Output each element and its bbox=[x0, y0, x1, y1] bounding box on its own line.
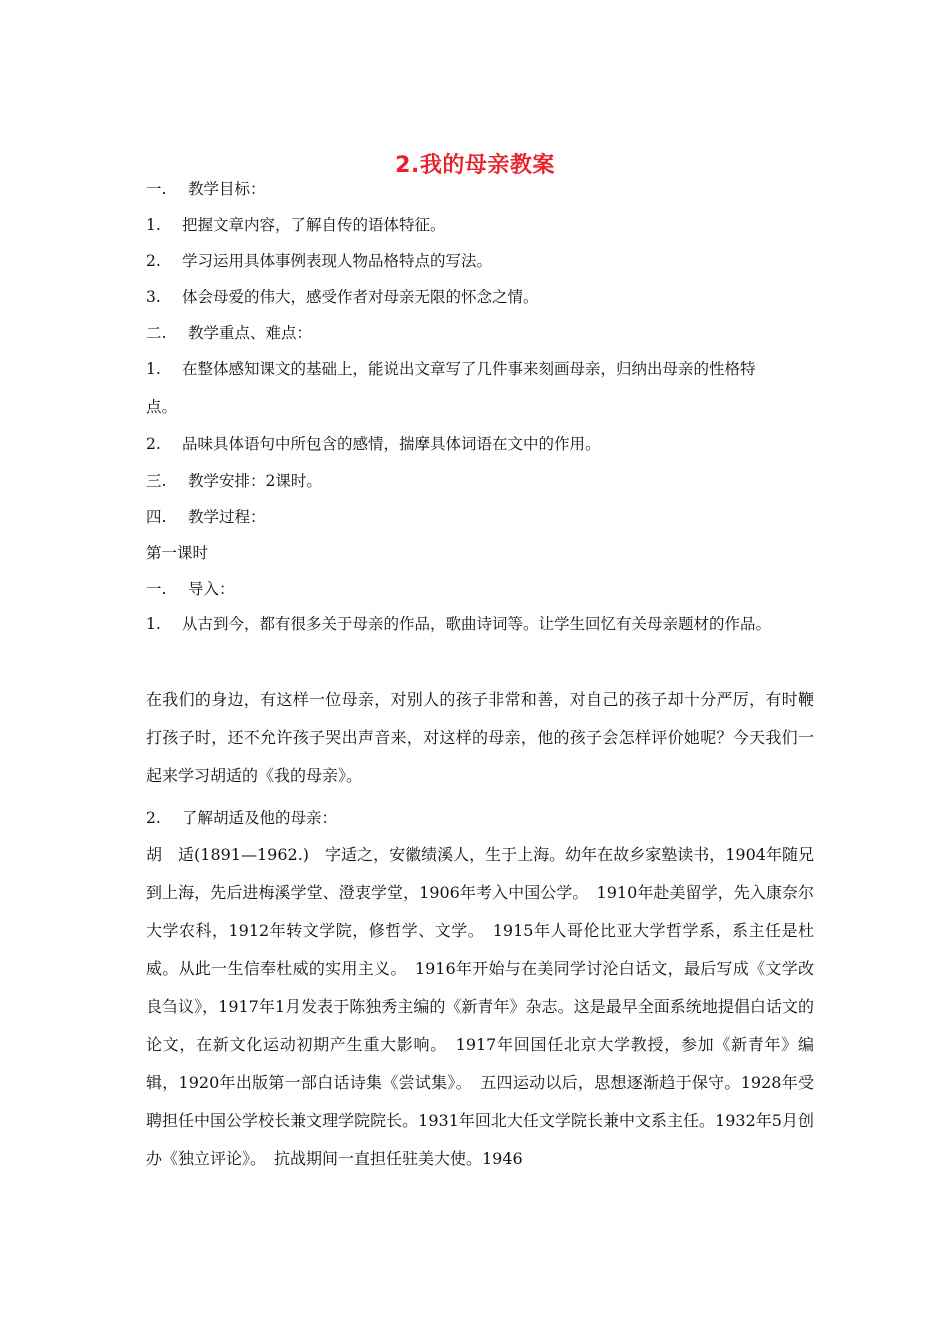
item-number: 1. bbox=[146, 360, 161, 378]
section-marker: 一. bbox=[146, 180, 167, 198]
document-title: 2.我的母亲教案 bbox=[395, 153, 555, 178]
intro-paragraph: 在我们的身边，有这样一位母亲，对别人的孩子非常和善，对自己的孩子却十分严厉，有时鞭打孩子时，还不允许孩子哭出声音来，对这样的母亲，他的孩子会怎样评价她呢？今天我们一起来学习胡适的《我的母亲》。 bbox=[146, 690, 814, 785]
item-number: 1. bbox=[146, 216, 161, 234]
section-keypoints-heading bbox=[146, 323, 312, 343]
list-item bbox=[146, 287, 539, 307]
item-text: 从古到今，都有很多关于母亲的作品，歌曲诗词等。让学生回忆有关母亲题材的作品。 bbox=[182, 615, 772, 633]
list-item bbox=[146, 251, 492, 271]
item-text: 品味具体语句中所包含的感情，揣摩具体词语在文中的作用。 bbox=[182, 435, 601, 453]
list-item bbox=[146, 215, 446, 235]
item-number: 3. bbox=[146, 288, 161, 306]
item-text: 把握文章内容，了解自传的语体特征。 bbox=[182, 216, 446, 234]
section-heading: 教学过程： bbox=[188, 508, 266, 526]
item-text: 学习运用具体事例表现人物品格特点的写法。 bbox=[182, 252, 493, 270]
item-number: 1. bbox=[146, 615, 161, 633]
section-heading: 教学重点、难点： bbox=[188, 324, 313, 342]
section-goals-heading bbox=[146, 179, 266, 199]
lesson-label: 第一课时 bbox=[146, 544, 209, 562]
item-text: 在整体感知课文的基础上，能说出文章写了几件事来刻画母亲，归纳出母亲的性格特 bbox=[182, 360, 756, 378]
section-heading: 导入： bbox=[188, 580, 235, 598]
section-text: 教学安排：2课时。 bbox=[188, 472, 322, 490]
intro-heading bbox=[146, 579, 235, 599]
list-item bbox=[146, 434, 601, 454]
item-number: 2. bbox=[146, 435, 161, 453]
item-number: 2. bbox=[146, 252, 161, 270]
section-marker: 三. bbox=[146, 472, 167, 490]
section-process-heading bbox=[146, 507, 266, 527]
list-item bbox=[146, 808, 337, 828]
section-marker: 四. bbox=[146, 508, 167, 526]
section-marker: 一. bbox=[146, 580, 167, 598]
section-schedule bbox=[146, 471, 322, 491]
list-item-continuation: 点。 bbox=[146, 398, 178, 416]
biography-paragraph: 胡 适(1891—1962.) 字适之，安徽绩溪人，生于上海。幼年在故乡家塾读书，1904年随兄到上海，先后进梅溪学堂、澄衷学堂，1906年考入中国公学。 1910年赴美留学，先入康奈尔大学农科，1912年转文学院，修哲学、文学。 1915年人哥伦比亚大学哲学系，系主任是杜威。从此一生信奉杜威的实用主义。 1916年开始与在美同学讨沦白话文，最后写成《文学改良刍议》，1917年1月发表于陈独秀主编的《新青年》杂志。这是最早全面系统地提倡白话文的论文，在新文化运动初期产生重大影响。 1917年回国任北京大学教授，参加《新青年》编辑，1920年出版第一部白话诗集《尝试集》。 五四运动以后，思想逐渐趋于保守。1928年受聘担任中国公学校长兼文理学院院长。1931年回北大任文学院长兼中文系主任。1932年5月创办《独立评论》。 抗战期间一直担任驻美大使。1946 bbox=[146, 845, 814, 1168]
item-text: 了解胡适及他的母亲： bbox=[182, 809, 338, 827]
list-item bbox=[146, 359, 756, 379]
item-number: 2. bbox=[146, 809, 161, 827]
item-text: 体会母爱的伟大，感受作者对母亲无限的怀念之情。 bbox=[182, 288, 539, 306]
section-heading: 教学目标： bbox=[188, 180, 266, 198]
section-marker: 二. bbox=[146, 324, 167, 342]
list-item bbox=[146, 614, 771, 634]
